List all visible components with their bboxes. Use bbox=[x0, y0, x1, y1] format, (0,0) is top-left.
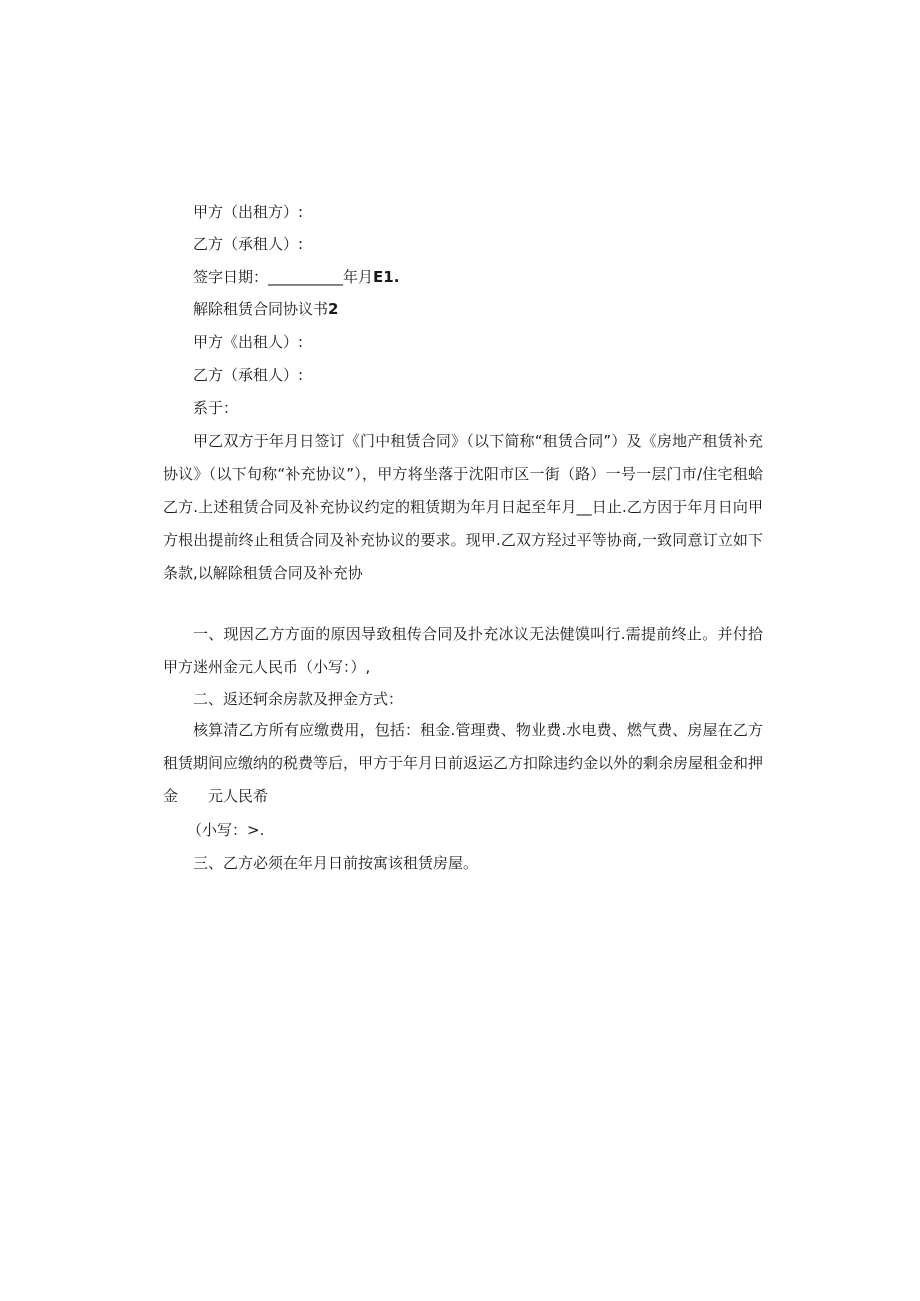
document-title-number: 2 bbox=[328, 300, 339, 318]
clause-2-heading: 二、返还轲余房款及押金方式： bbox=[193, 690, 404, 708]
clause-2-small-write: （小写：>. bbox=[187, 821, 265, 839]
sign-date-suffix: 年月 bbox=[343, 268, 374, 286]
sign-date-blank: __________ bbox=[268, 268, 344, 286]
sign-date-label: 签字日期： bbox=[193, 268, 269, 286]
whereas-line: 系于： bbox=[193, 399, 239, 417]
party-b-second-line: 乙方（承租人）: bbox=[193, 366, 304, 384]
sign-date-line bbox=[193, 267, 399, 287]
party-b-lessee-line: 乙方（承租人）: bbox=[193, 235, 304, 253]
document-title-text: 解除租赁合同协议书 bbox=[193, 300, 329, 318]
intro-paragraph: 甲乙双方于年月日签订《门中租赁合同》（以下简称“租赁合同”）及《房地产租赁补充协议》（以下旬称“补充协议”），甲方将坐落于沈阳市区一街（路）一号一层门市/住宅租蛤乙方.上述租赁合同及补充协议约定的粗赁期为年月日起至年月__日止.乙方因于年月日向甲方根出提前终止租赁合同及补充协议的要求。现甲.乙双方羟过平等协商,一致同意订立如下条款,以解除租赁合同及补充协 bbox=[163, 432, 763, 582]
document-title bbox=[193, 299, 338, 319]
clause-2-body: 核算清乙方所有应缴费用，包括：租金.管理费、物业费.水电费、燃气费、房屋在乙方租赁期间应缴纳的税费等后，甲方于年月日前返运乙方扣除违约金以外的剩余房屋租金和押金 元人民希 bbox=[163, 721, 764, 805]
clause-1-paragraph: 一、现因乙方方面的原因导致租传合同及扑充冰议无法健馍叫行.需提前终止。并付拾甲方迷州金元人民币（小写：）, bbox=[163, 625, 763, 676]
sign-date-bold-text: E1. bbox=[373, 268, 400, 286]
party-a-second-line: 甲方《出租人）: bbox=[193, 333, 304, 351]
clause-3-line: 三、乙方必须在年月日前按寓该租赁房屋。 bbox=[193, 854, 479, 872]
party-a-lessor-line: 甲方（出租方）: bbox=[193, 203, 304, 221]
